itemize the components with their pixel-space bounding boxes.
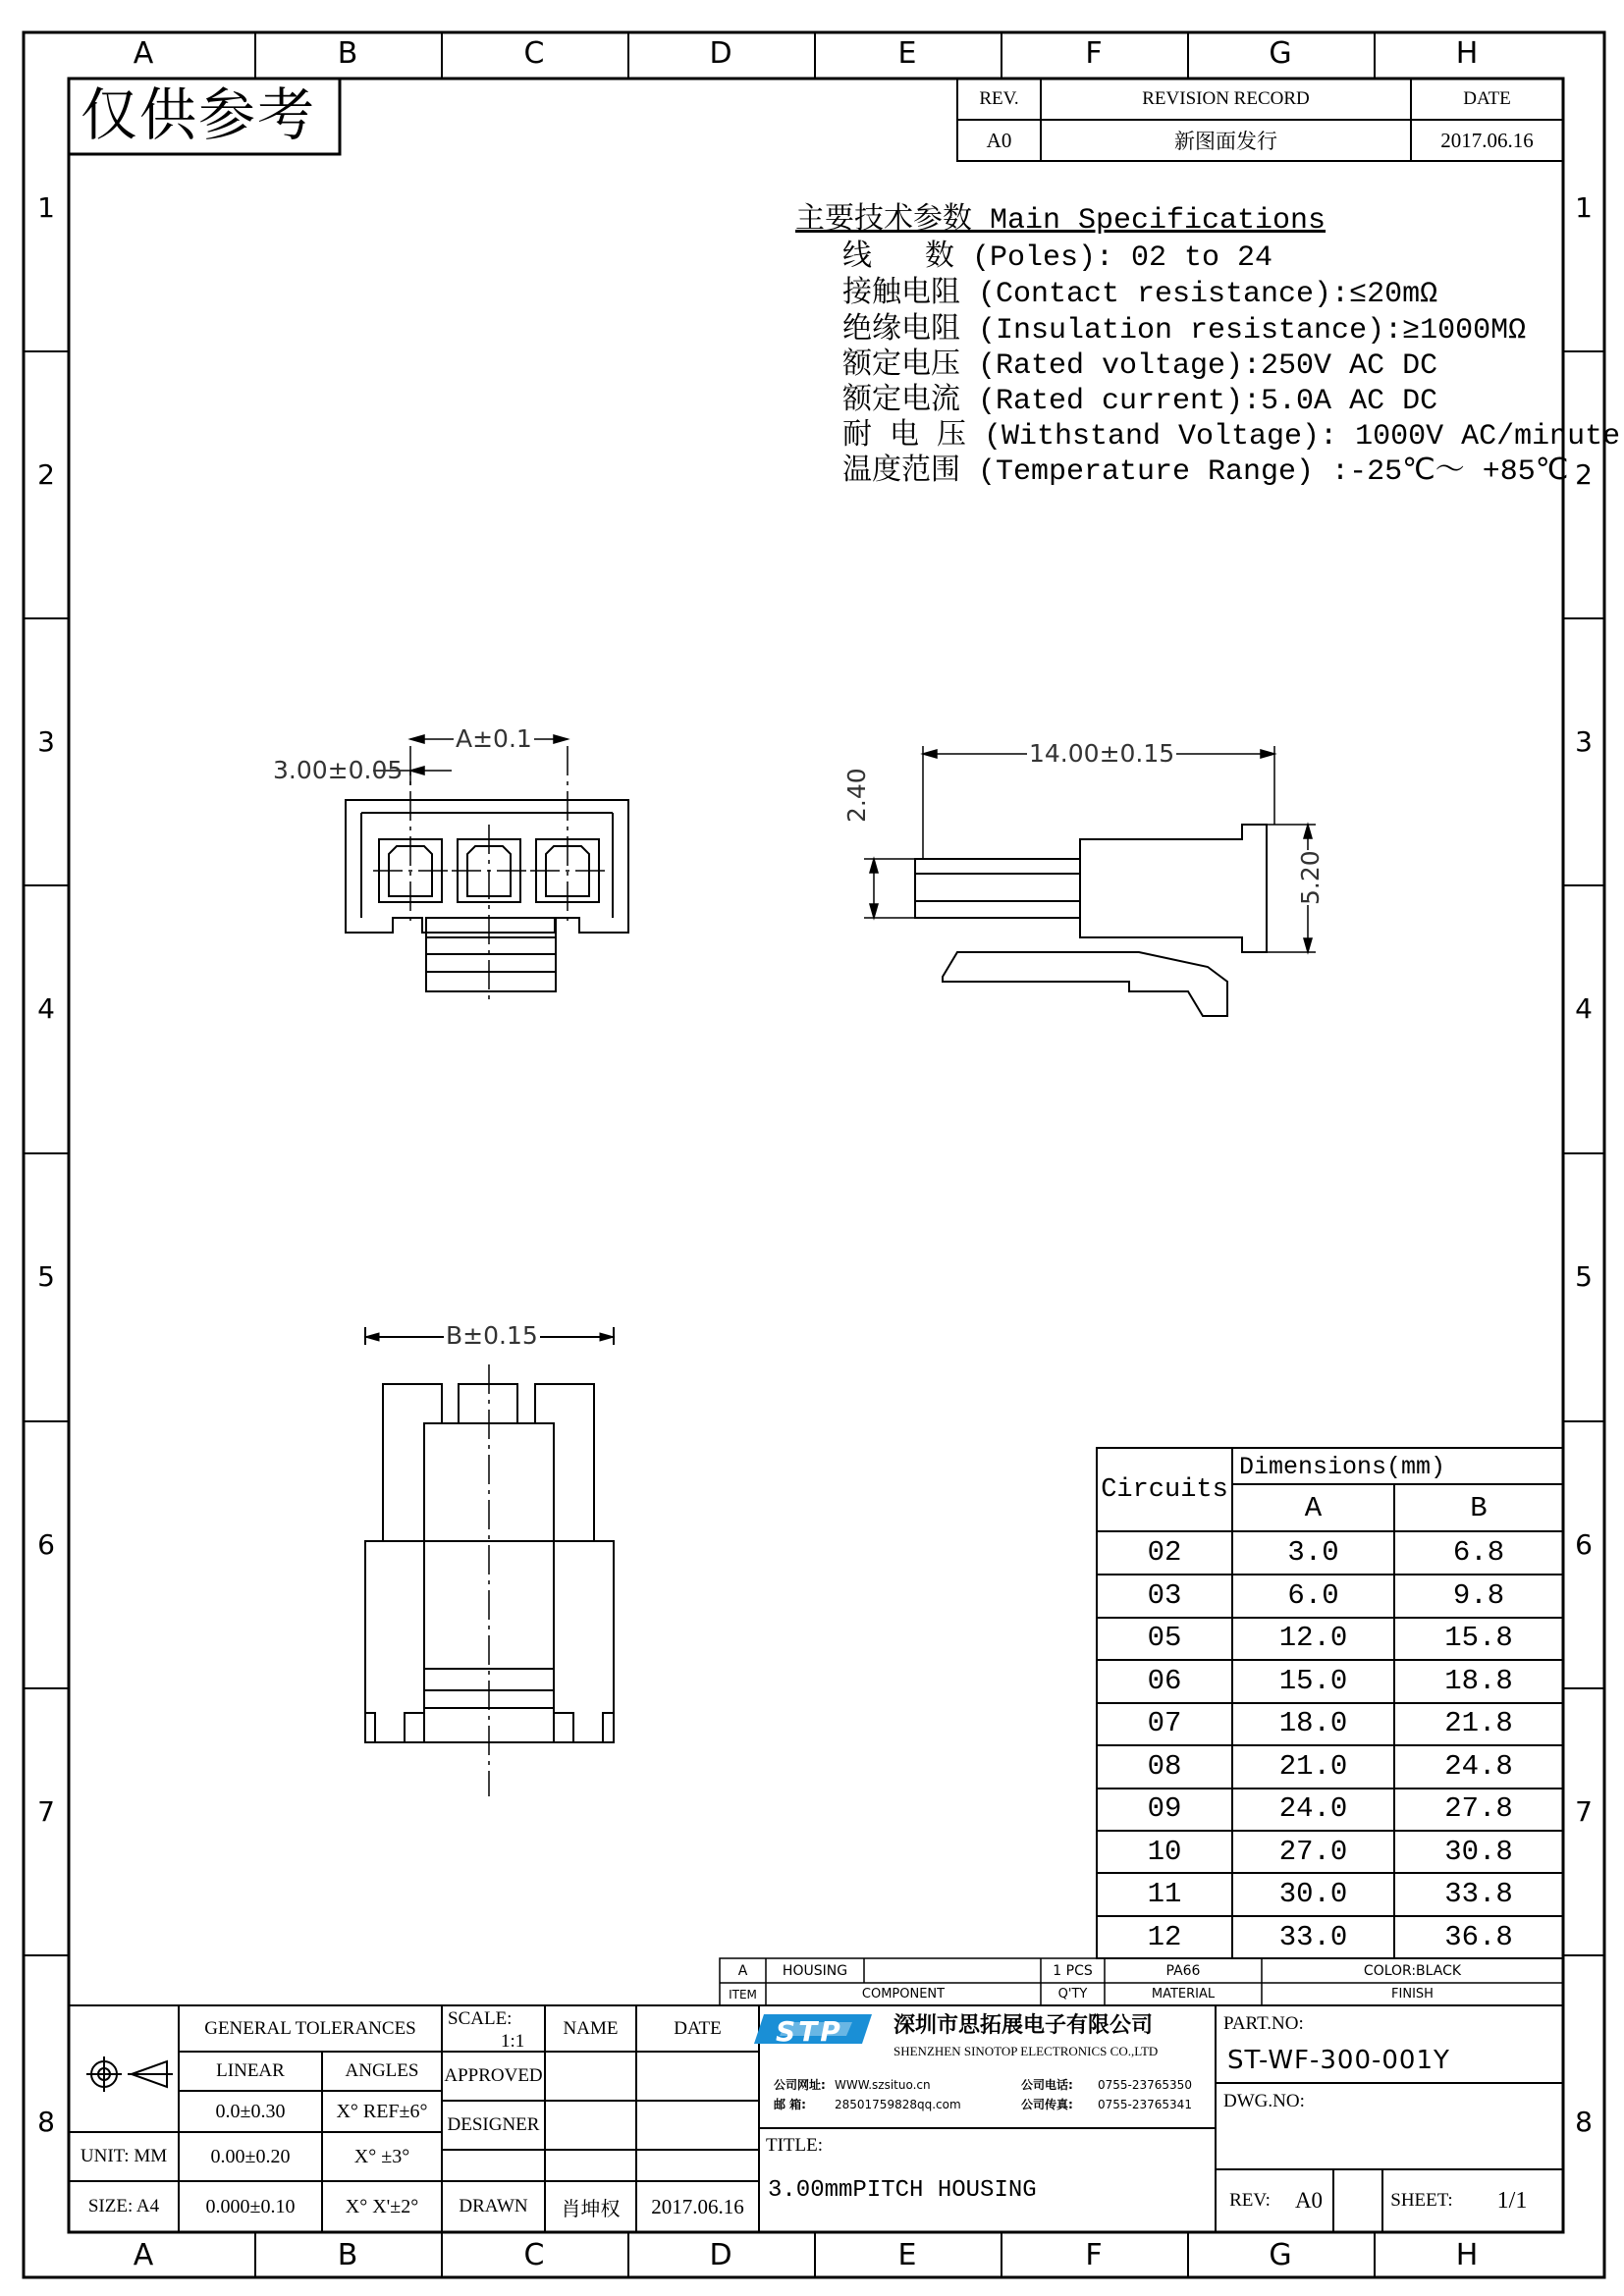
zone-row-7-right: 7 [1575,1795,1593,1828]
email-label: 邮 箱: [774,2098,806,2111]
bom-qty: 1 PCS [1053,1962,1093,1979]
dim-a-cell: 15.0 [1278,1664,1348,1697]
linear-label: LINEAR [216,2060,285,2081]
bom-qty-label: Q'TY [1057,1987,1088,2002]
spec-withstand-voltage: 耐 电 压 (Withstand Voltage): 1000V AC/minute [842,420,1621,454]
part-number: ST-WF-300-001Y [1227,2046,1450,2075]
logo-text: STP [776,2015,843,2048]
zone-row-3-left: 3 [37,725,55,758]
dim-a-cell: 12.0 [1278,1622,1348,1655]
zone-row-8-right: 8 [1575,2106,1593,2138]
zone-col-f-top: F [1085,36,1103,71]
dim-circuits-cell: 05 [1147,1622,1182,1655]
unit-label: UNIT: MM [80,2146,168,2166]
dimensions-header: Dimensions(mm) [1239,1453,1446,1481]
dim-circuits-cell: 12 [1147,1920,1182,1953]
tolerance-linear-3: 0.000±0.10 [205,2195,296,2217]
dim-b-cell: 18.8 [1444,1664,1513,1697]
dim-circuits-cell: 06 [1147,1664,1182,1697]
zone-col-d-top: D [709,36,732,71]
pitch-dimension-label: A±0.1 [456,724,532,753]
website-value: WWW.szsituo.cn [835,2078,931,2092]
length-dimension-label: 14.00±0.15 [1029,739,1175,768]
designer-label: DESIGNER [447,2114,540,2135]
dim-b-cell: 15.8 [1444,1622,1513,1655]
zone-row-1-right: 1 [1575,191,1593,224]
zone-row-5-left: 5 [37,1260,55,1293]
sheet-value: 1/1 [1496,2187,1528,2214]
column-a-header: A [1304,1491,1323,1524]
scale-value: 1:1 [501,2031,525,2052]
zone-row-2-left: 2 [37,458,55,491]
zone-ticks-bottom [255,2232,1375,2277]
fax-value: 0755-23765341 [1098,2098,1192,2111]
dim-circuits-cell: 02 [1147,1536,1182,1570]
part-number-label: PART.NO: [1223,2013,1304,2034]
bom-material: PA66 [1165,1962,1201,1979]
circuits-header: Circuits [1101,1474,1228,1505]
bom-item: A [737,1962,748,1979]
zone-col-e-top: E [897,36,917,71]
dim-a-cell: 6.0 [1287,1578,1339,1612]
zone-col-h-bottom: H [1455,2238,1479,2272]
zone-col-a-bottom: A [133,2238,154,2272]
dim-b-cell: 6.8 [1452,1536,1505,1570]
tolerance-angle-3: X° X'±2° [345,2195,419,2217]
rev-header: REV. [979,88,1019,109]
tolerance-linear-2: 0.00±0.20 [210,2145,291,2167]
bom-material-label: MATERIAL [1151,1987,1216,2002]
name-header: NAME [563,2017,619,2039]
spec-rated-current: 额定电流 (Rated current):5.0A AC DC [842,385,1438,418]
company-name-cn: 深圳市思拓展电子有限公司 [893,2012,1154,2038]
zone-col-c-bottom: C [523,2238,545,2272]
zone-col-h-top: H [1455,36,1479,71]
revision-record-header: REVISION RECORD [1142,88,1310,109]
zone-row-4-left: 4 [37,992,55,1025]
zone-row-3-right: 3 [1575,725,1593,758]
spec-contact-resistance: 接触电阻 (Contact resistance):≤20mΩ [842,278,1438,311]
dim-b-cell: 9.8 [1452,1578,1505,1612]
zone-ticks-top [255,32,1375,79]
zone-col-c-top: C [523,36,545,71]
scale-label: SCALE: [448,2008,513,2029]
rev-value: A0 [986,128,1012,152]
drawing-number-label: DWG.NO: [1223,2091,1305,2111]
dim-a-cell: 3.0 [1287,1536,1339,1570]
zone-col-d-bottom: D [709,2238,732,2272]
drawn-by-name: 肖坤权 [561,2196,621,2220]
zone-ticks-right [1563,351,1604,1955]
dim-b-cell: 27.8 [1444,1792,1513,1826]
dim-a-cell: 21.0 [1278,1749,1348,1783]
phone-label: 公司电话: [1021,2078,1073,2092]
sheet-label: SHEET: [1390,2190,1453,2211]
reference-only-stamp: 仅供参考 [81,81,317,148]
bom-finish: COLOR:BLACK [1363,1962,1462,1979]
fax-label: 公司传真: [1021,2098,1073,2111]
bom-finish-label: FINISH [1391,1987,1434,2002]
tolerance-linear-1: 0.0±0.30 [215,2100,286,2122]
zone-row-1-left: 1 [37,191,55,224]
dim-circuits-cell: 08 [1147,1749,1182,1783]
dim-circuits-cell: 09 [1147,1792,1182,1826]
size-label: SIZE: A4 [87,2196,160,2216]
bom-item-label: ITEM [729,1987,757,2002]
date-header: DATE [1463,88,1511,109]
dim-circuits-cell: 03 [1147,1578,1182,1612]
bom-component: HOUSING [782,1962,848,1979]
dim-b-cell: 36.8 [1444,1920,1513,1953]
zone-col-e-bottom: E [897,2238,917,2272]
zone-col-g-bottom: G [1269,2238,1292,2272]
revision-description: 新图面发行 [1174,130,1277,153]
spec-poles: 线 数 (Poles): 02 to 24 [842,241,1273,275]
title-label: TITLE: [766,2135,824,2156]
angles-label: ANGLES [345,2060,419,2081]
email-value: 28501759828qq.com [835,2098,961,2111]
date-column-header: DATE [674,2017,722,2039]
width-b-dimension-label: B±0.15 [446,1321,538,1350]
height-high-dimension-label: 5.20 [1296,850,1325,905]
dim-b-cell: 30.8 [1444,1835,1513,1868]
zone-ticks-left [24,351,69,1955]
zone-col-f-bottom: F [1085,2238,1103,2272]
dim-a-cell: 24.0 [1278,1792,1348,1826]
drawn-date: 2017.06.16 [651,2194,744,2218]
dim-circuits-cell: 07 [1147,1707,1182,1740]
tolerance-angle-1: X° REF±6° [336,2100,428,2122]
spec-rated-voltage: 额定电压 (Rated voltage):250V AC DC [842,349,1438,383]
rev-number: A0 [1294,2188,1324,2213]
top-view [365,1327,614,1796]
zone-row-6-left: 6 [37,1528,55,1561]
zone-col-a-top: A [133,36,154,71]
dim-b-cell: 33.8 [1444,1878,1513,1911]
general-tolerances-label: GENERAL TOLERANCES [204,2017,416,2039]
zone-row-2-right: 2 [1575,458,1593,491]
drawing-title: 3.00mmPITCH HOUSING [768,2177,1037,2204]
zone-col-b-bottom: B [337,2238,358,2272]
side-view [864,746,1316,1016]
zone-row-8-left: 8 [37,2106,55,2138]
pin-width-dimension-label: 3.00±0.05 [273,756,404,784]
height-low-dimension-label: 2.40 [842,768,871,823]
company-name-en: SHENZHEN SINOTOP ELECTRONICS CO.,LTD [893,2044,1159,2058]
approved-label: APPROVED [444,2065,543,2086]
zone-col-g-top: G [1269,36,1292,71]
zone-row-4-right: 4 [1575,992,1593,1025]
phone-value: 0755-23765350 [1098,2078,1192,2092]
dim-a-cell: 30.0 [1278,1878,1348,1911]
zone-row-5-right: 5 [1575,1260,1593,1293]
drawn-label: DRAWN [459,2196,528,2216]
rev-label: REV: [1229,2190,1271,2211]
column-b-header: B [1470,1491,1488,1524]
dim-b-cell: 24.8 [1444,1749,1513,1783]
dim-circuits-cell: 10 [1147,1835,1182,1868]
zone-row-6-right: 6 [1575,1528,1593,1561]
specs-title: 主要技术参数 Main Specifications [795,204,1326,238]
bom-component-label: COMPONENT [861,1987,946,2002]
dim-circuits-cell: 11 [1147,1878,1182,1911]
dim-b-cell: 21.8 [1444,1707,1513,1740]
dim-a-cell: 33.0 [1278,1920,1348,1953]
tolerance-angle-2: X° ±3° [353,2145,410,2167]
dim-a-cell: 18.0 [1278,1707,1348,1740]
website-label: 公司网址: [774,2078,826,2092]
revision-date: 2017.06.16 [1440,128,1534,152]
zone-col-b-top: B [337,36,358,71]
dim-a-cell: 27.0 [1278,1835,1348,1868]
projection-symbol [86,2056,173,2092]
zone-row-7-left: 7 [37,1795,55,1828]
spec-insulation-resistance: 绝缘电阻 (Insulation resistance):≥1000MΩ [842,314,1527,347]
spec-temperature-range: 温度范围 (Temperature Range) :-25℃～ +85℃ [842,455,1569,489]
